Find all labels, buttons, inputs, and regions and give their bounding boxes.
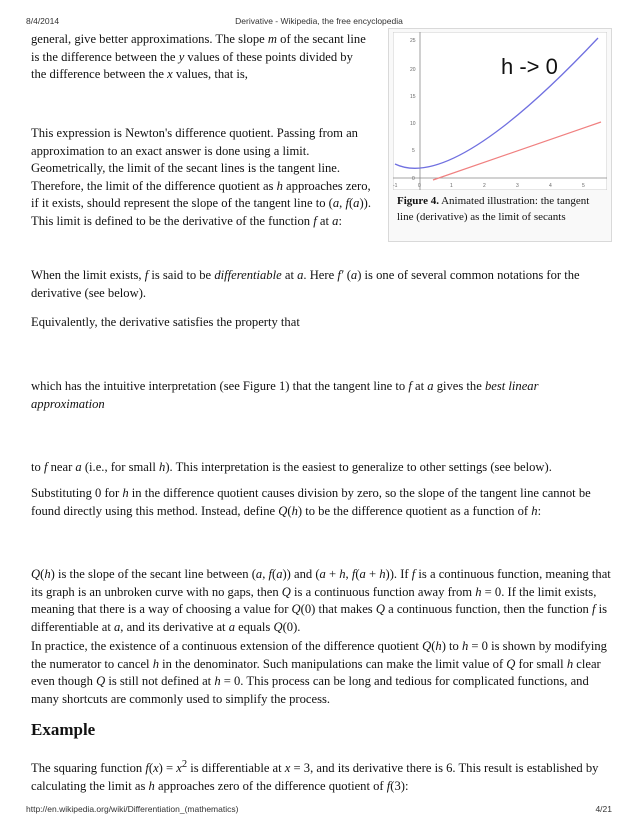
y-tick-label: 20 [410,67,416,73]
x-tick-label: 5 [582,183,585,189]
paragraph-secant: general, give better approximations. The slope m of the secant line is the difference between the y values of these points divided by the difference between the x values, that is, [31,32,366,81]
paragraph-near-a: to f near a (i.e., for small h). This interpretation is the easiest to generalize to other settings (see below). [31,460,552,474]
paragraph-equivalently: Equivalently, the derivative satisfies the property that [31,315,300,329]
page-number: 4/21 [595,804,612,814]
y-tick-label: 25 [410,38,416,44]
figure-caption: Figure 4. Animated illustration: the tangent line (derivative) as the limit of secants [397,195,590,223]
print-title: Derivative - Wikipedia, the free encyclopedia [235,16,403,26]
x-tick-label: 1 [450,183,453,189]
paragraph-in-practice: In practice, the existence of a continuous extension of the difference quotient Q(h) to h = 0 is shown by modifying the numerator to cancel h in the denominator. Such manipulations can make the limit value of Q for small h clear even though Q is still not defined at h = 0. This process can be long and tedious for complicated functions, and many shortcuts are commonly used to simplify the process. [31,639,607,706]
paragraph-newton-quotient: This expression is Newton's difference quotient. Passing from an approximation to an exact answer is done using a limit. Geometrically, the limit of the secant lines is the tangent line. Therefore, the limit of the difference quotient as h approaches zero, if it exists, should represent the slope of the tangent line to (a, f(a)). This limit is defined to be the derivative of the function f at a: [31,126,371,228]
paragraph-substituting: Substituting 0 for h in the difference quotient causes division by zero, so the slope of the tangent line cannot be found directly using this method. Instead, define Q(h) to be the difference quotient as a function of h: [31,486,591,518]
paragraph-Q-h: Q(h) is the slope of the secant line between (a, f(a)) and (a + h, f(a + h)). If f is a continuous function, meaning that its graph is an unbroken curve with no gaps, then Q is a continuous function away from h = 0. If the limit exists, meaning that there is a way of choosing a value for Q(0) that makes Q a continuous function, then the function f is differentiable at a, and its derivative at a equals Q(0). [31,567,611,634]
page-url[interactable]: http://en.wikipedia.org/wiki/Differentiation_(mathematics) [26,804,239,814]
x-tick-label: 2 [483,183,486,189]
y-tick-label: 5 [412,148,415,154]
y-tick-label: 0 [412,176,415,182]
paragraph-interpretation: which has the intuitive interpretation (see Figure 1) that the tangent line to f at a gives the best linear approximation [31,379,539,411]
print-date: 8/4/2014 [26,16,60,26]
section-heading-example: Example [31,720,96,739]
x-tick-label: 0 [418,183,421,189]
x-tick-label: 3 [516,183,519,189]
secant-animation-image [393,32,607,190]
y-tick-label: 15 [410,94,416,100]
x-tick-label: -1 [393,183,398,189]
y-tick-label: 10 [410,121,416,127]
x-tick-label: 4 [549,183,552,189]
figure-4 [388,28,612,242]
paragraph-example: The squaring function $f(x) = x^2$ is differentiable at x = 3, and its derivative there is 6. This result is established by calculating the limit as h approaches zero of the difference quotient of f(3): [31,759,599,793]
paragraph-differentiable: When the limit exists, f is said to be differentiable at a. Here f′ (a) is one of several common notations for the derivative (see below). [31,268,580,300]
plot-frame [393,32,607,190]
h-to-zero-label: h -> 0 [501,54,558,79]
